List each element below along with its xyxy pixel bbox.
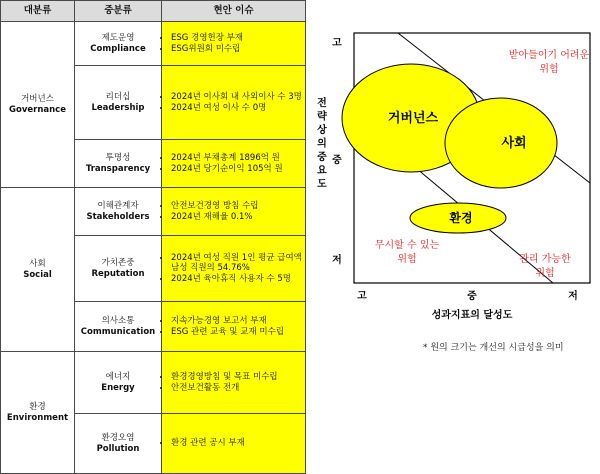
zone-label-negligible-line1: 무시할 수 있는 — [374, 240, 440, 251]
sub-category-en: Compliance — [90, 43, 146, 54]
zone-label-manageable-line2: 위험 — [535, 268, 555, 279]
major-category-en: Environment — [6, 412, 69, 423]
x-tick-label: 중 — [467, 291, 477, 302]
major-category-cell — [1, 188, 75, 352]
sub-category-ko: 제도운영 — [101, 32, 135, 43]
issue-cell — [162, 302, 306, 352]
zone-label-manageable-line1: 관리 가능한 — [519, 254, 571, 265]
header-major-category: 대분류 — [1, 1, 75, 22]
sub-category-en: Reputation — [91, 268, 145, 279]
x-tick-label: 저 — [568, 291, 578, 302]
y-tick-label: 중 — [332, 155, 342, 166]
y-axis-title-char: 중 — [317, 152, 327, 163]
major-category-ko: 사회 — [29, 258, 46, 269]
major-category-cell — [1, 352, 75, 474]
sub-category-ko: 의사소통 — [101, 315, 135, 326]
y-axis-title-char: 의 — [317, 138, 327, 150]
issue-cell — [162, 66, 306, 140]
issue-item: • 지속가능경영 보고서 부재 — [171, 316, 305, 327]
issue-item: • 환경 관련 공시 부재 — [171, 438, 305, 449]
sub-category-cell — [75, 188, 162, 236]
sub-category-cell — [75, 66, 162, 140]
issue-list — [162, 316, 305, 337]
issue-item: • 2024년 당기순이익 105억 원 — [171, 164, 305, 175]
table-header-row — [1, 1, 306, 22]
sub-category-ko: 투명성 — [105, 152, 131, 163]
bubble-size-note: * 원의 크기는 개선의 시급성을 의미 — [423, 343, 564, 353]
sub-category-en: Leadership — [91, 102, 145, 113]
issue-item: • 안전보건활동 전개 — [171, 383, 305, 394]
issue-item: • 2024년 이사회 내 사외이사 수 3명 — [171, 92, 305, 103]
y-axis-title-char: 도 — [317, 179, 327, 190]
y-axis-title-char: 상 — [317, 125, 327, 136]
table-row — [1, 352, 306, 414]
issue-list — [162, 92, 305, 113]
issue-item: • 안전보건경영 방침 수립 — [171, 201, 305, 212]
bubble-label-social: 사회 — [501, 136, 527, 151]
issue-item: • 환경경영방침 및 목표 미수립 — [171, 372, 305, 383]
sub-category-cell — [75, 302, 162, 352]
issue-cell — [162, 140, 306, 188]
issue-cell — [162, 352, 306, 414]
header-sub-category: 중분류 — [75, 1, 162, 22]
sub-category-cell — [75, 140, 162, 188]
bubble-label-governance: 거버넌스 — [387, 111, 439, 126]
sub-category-cell — [75, 22, 162, 66]
sub-category-ko: 가치존중 — [101, 257, 135, 268]
sub-category-ko: 리더십 — [105, 91, 131, 102]
issue-cell — [162, 236, 306, 302]
issue-list — [162, 372, 305, 393]
y-axis-title — [316, 96, 327, 190]
issue-cell — [162, 188, 306, 236]
x-axis-title: 성과지표의 달성도 — [431, 310, 513, 321]
major-category-ko: 거버넌스 — [21, 93, 54, 104]
zone-label-negligible-line2: 위험 — [397, 254, 417, 265]
issue-item: • 2024년 여성 직원 1인 평균 급여액 남성 직원의 54.76% — [171, 253, 305, 274]
major-category-en: Governance — [9, 104, 66, 115]
issue-list — [162, 201, 305, 222]
major-category-cell — [1, 22, 75, 188]
y-axis-title-char: 요 — [317, 165, 327, 177]
major-category-ko: 환경 — [29, 401, 46, 412]
y-tick-label: 저 — [332, 255, 342, 266]
issue-item: • ESG 경영헌장 부재 — [171, 33, 305, 44]
issue-list — [162, 438, 305, 449]
zone-label-unacceptable-line1: 받아들이기 어려운 — [508, 50, 590, 61]
zone-label-unacceptable-line2: 위험 — [539, 64, 559, 75]
issue-item: • 2024년 재해율 0.1% — [171, 212, 305, 223]
materiality-matrix — [305, 0, 600, 423]
sub-category-en: Stakeholders — [86, 211, 150, 222]
sub-category-en: Communication — [80, 326, 156, 337]
sub-category-ko: 이해관계자 — [97, 200, 139, 211]
sub-category-en: Transparency — [85, 163, 151, 174]
issue-item: • 2024년 여성 이사 수 0명 — [171, 103, 305, 114]
table-row — [1, 188, 306, 236]
issue-cell — [162, 22, 306, 66]
major-category-en: Social — [23, 269, 52, 280]
sub-category-ko: 에너지 — [105, 371, 131, 382]
bubble-label-environment: 환경 — [449, 211, 473, 225]
sub-category-en: Energy — [101, 382, 135, 393]
header-current-issue: 현안 이슈 — [162, 1, 306, 22]
issue-item: • 2024년 육아휴직 사용자 수 5명 — [171, 274, 305, 285]
y-axis-title-char: 략 — [317, 111, 327, 123]
issue-item: • ESG 관련 교육 및 교재 미수립 — [171, 327, 305, 338]
y-tick-label: 고 — [332, 38, 342, 49]
sub-category-cell — [75, 236, 162, 302]
issue-item: • ESG위원회 미수립 — [171, 44, 305, 55]
sub-category-cell — [75, 352, 162, 414]
x-tick-label: 고 — [357, 291, 367, 302]
issue-list — [162, 153, 305, 174]
issue-item: • 2024년 부채총계 1896억 원 — [171, 153, 305, 164]
issue-list — [162, 253, 305, 285]
table-row — [1, 22, 306, 66]
y-axis-title-char: 전 — [317, 98, 327, 109]
issue-list — [162, 33, 305, 54]
sub-category-ko: 환경오염 — [101, 432, 135, 443]
sub-category-en: Pollution — [96, 443, 140, 454]
